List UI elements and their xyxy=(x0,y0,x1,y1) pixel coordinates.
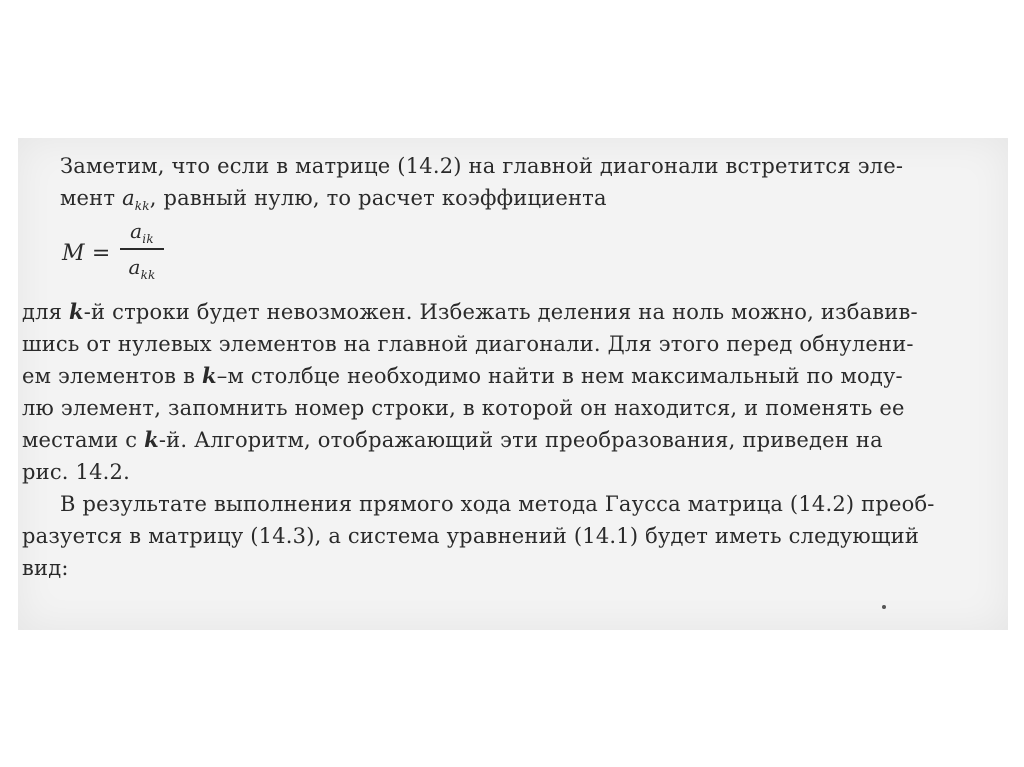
paragraph-1-line-1 xyxy=(60,150,1005,182)
text-span: вид: xyxy=(22,556,69,580)
text-span: для xyxy=(22,300,69,324)
text-span: ем элементов в xyxy=(22,364,202,388)
variable-a: a xyxy=(122,186,135,210)
text-span: шись от нулевых элементов на главной диагонали. Для этого перед обнулени- xyxy=(22,332,914,356)
text-span: разуется в матрицу (14.3), а система уравнений (14.1) будет иметь следующий xyxy=(22,524,920,548)
denominator-sub: kk xyxy=(140,268,156,282)
numerator-sub: ik xyxy=(142,232,154,246)
variable-k: k xyxy=(144,427,159,452)
text-span: , равный нулю, то расчет коэффициента xyxy=(149,186,607,210)
paragraph-3-line-3 xyxy=(22,552,1005,584)
paragraph-1-line-2 xyxy=(60,182,1005,214)
text-span: -й строки будет невозможен. Избежать деления на ноль можно, избавив- xyxy=(83,300,918,324)
formula-coefficient xyxy=(60,216,1005,296)
text-span: местами с xyxy=(22,428,145,452)
scan-speck xyxy=(882,605,886,609)
text-span: мент xyxy=(60,186,123,210)
text-span: –м столбце необходимо найти в нем максимальный по моду- xyxy=(216,364,903,388)
variable-k: k xyxy=(201,363,217,388)
subscript-kk: kk xyxy=(134,199,150,214)
text-span: Заметим, что если в матрице (14.2) на главной диагонали встретится эле- xyxy=(60,154,904,178)
paragraph-3-line-1 xyxy=(60,488,1005,520)
fraction-denominator xyxy=(120,252,164,282)
paragraph-2-line-5 xyxy=(22,424,1005,456)
fraction-numerator xyxy=(120,216,164,246)
denominator-var: a xyxy=(128,255,141,279)
text-span: лю элемент, запомнить номер строки, в которой он находится, и поменять ее xyxy=(22,396,905,420)
paragraph-2-line-4 xyxy=(22,392,1005,424)
text-span: -й. Алгоритм, отображающий эти преобразования, приведен на xyxy=(158,428,883,452)
variable-k: k xyxy=(69,299,84,324)
paragraph-2-line-6 xyxy=(22,456,1005,488)
paragraph-2-line-1 xyxy=(22,296,1005,328)
text-block xyxy=(22,150,1005,584)
paragraph-2-line-2 xyxy=(22,328,1005,360)
formula-lhs: M = xyxy=(62,241,111,266)
numerator-var: a xyxy=(130,219,143,243)
fraction-bar xyxy=(120,248,164,250)
formula-fraction xyxy=(120,216,164,282)
text-span: В результате выполнения прямого хода метода Гаусса матрица (14.2) преоб- xyxy=(60,492,935,516)
paragraph-3-line-2 xyxy=(22,520,1005,552)
paragraph-2-line-3 xyxy=(22,360,1005,392)
text-span: рис. 14.2. xyxy=(22,460,130,484)
